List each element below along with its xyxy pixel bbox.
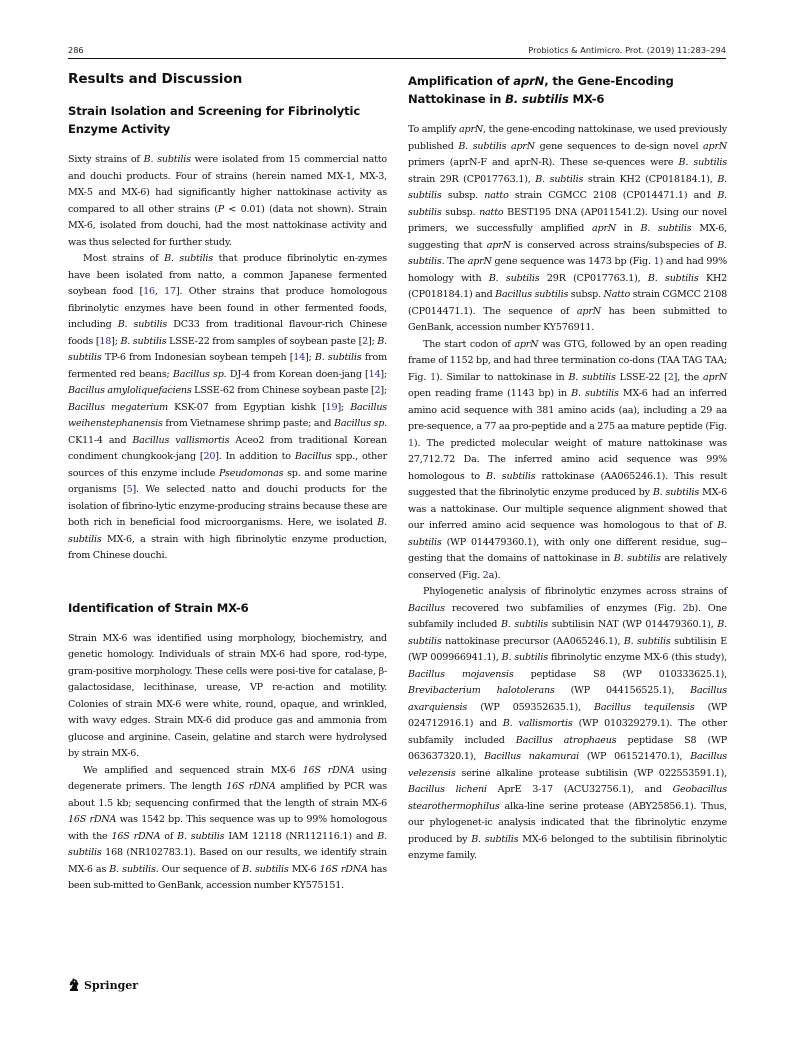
journal-citation: Probiotics & Antimicro. Prot. (2019) 11:283–294: [528, 45, 726, 55]
italic-term: B. subtilis: [314, 352, 362, 363]
italic-term: Bacillus: [408, 602, 445, 614]
reference-link[interactable]: 16: [143, 286, 155, 297]
paragraph: Phylogenetic analysis of fibrinolytic enzymes across strains of Bacillus recovered two subfamilies of enzymes (Fig. 2b). One subfamily included B. subtilis subtilisin NAT (WP 014479360.1), B. subtilis nattokinase precursor (AA065246.1), B. subtilis subtilisin E (WP 009966941.1), B. subtilis fibrinolytic enzyme MX-6 (this study), Bacillus mojavensis peptidase S8 (WP 010333625.1), Brevibacterium halotolerans (WP 044156525.1), Bacillus axarquiensis (WP 059352635.1), Bacillus tequilensis (WP 024712916.1) and B. vallismortis (WP 010329279.1). The other subfamily included Bacillus atrophaeus peptidase S8 (WP 063637320.1), Bacillus nakamurai (WP 061521470.1), Bacillus velezensis serine alkaline protease subtilisin (WP 022553591.1), Bacillus licheni AprE 3-17 (ACU32756.1), and Geobacillus stearothermophilus alka-line serine protease (ABY25856.1). Thus, our phylogenet-ic analysis indicated that the fibrinolytic enzyme produced by B. subtilis MX-6 belonged to the subtilisin fibrinolytic enzyme family.: [408, 586, 728, 861]
italic-term: Bacillus atrophaeus: [515, 734, 617, 746]
italic-term: aprN: [514, 338, 539, 350]
italic-term: B. subtilis: [242, 863, 289, 875]
italic-term: aprN: [486, 239, 511, 251]
italic-term: B. subtilis: [408, 619, 727, 647]
subsection-title-identification: Identification of Strain MX-6: [68, 600, 249, 615]
italic-term: P: [217, 203, 224, 215]
italic-term: B. subtilis: [408, 173, 728, 201]
italic-term: B. subtilis aprN: [458, 140, 535, 152]
italic-term: 16S rDNA: [111, 830, 161, 842]
reference-link[interactable]: 1: [408, 437, 414, 449]
italic-term: B. subtilis: [68, 830, 387, 858]
italic-term: 16S rDNA: [226, 781, 276, 792]
italic-term: Bacillus megaterium: [68, 401, 169, 413]
italic-term: B. subtilis: [501, 652, 548, 663]
italic-term: B. subtilis: [571, 388, 619, 399]
paragraph: To amplify aprN, the gene-encoding nattokinase, we used previously published B. subtilis aprN gene sequences to de-sign novel aprN primers (aprN-F and aprN-R). These se-quences were B. subtilis strain 29R (CP017763.1), B. subtilis strain KH2 (CP018184.1), B. subtilis subsp. natto strain CGMCC 2108 (CP014471.1) and B. subtilis subsp. natto BEST195 DNA (AP011541.2). Using our novel primers, we successfully amplified aprN in B. subtilis MX-6, suggesting that aprN is conserved across strains/subspecies of B. subtilis. The aprN gene sequence was 1473 bp (Fig. 1) and had 99% homology with B. subtilis 29R (CP017763.1), B. subtilis KH2 (CP018184.1) and Bacillus subtilis subsp. Natto strain CGMCC 2108 (CP014471.1). The sequence of aprN has been submitted to GenBank, accession number KY576911.: [408, 124, 728, 333]
italic-term: B. subtilis: [623, 635, 671, 647]
italic-term: 16S rDNA: [68, 814, 117, 825]
reference-link[interactable]: 19: [325, 401, 338, 413]
italic-term: B. subtilis: [613, 553, 661, 564]
italic-term: Bacillus subtilis: [495, 289, 569, 300]
italic-term: B. subtilis: [535, 173, 584, 185]
reference-link[interactable]: 2: [667, 371, 674, 383]
italic-term: B. subtilis: [568, 371, 616, 383]
italic-term: Bacillus nakamurai: [484, 751, 579, 762]
section-title: Results and Discussion: [68, 71, 243, 87]
italic-term: B. subtilis: [143, 154, 191, 165]
italic-term: 16S rDNA: [302, 764, 355, 776]
reference-link[interactable]: 14: [368, 368, 381, 380]
italic-term: B. subtilis: [647, 272, 699, 284]
italic-term: B. subtilis: [500, 619, 549, 630]
reference-link[interactable]: 18: [99, 335, 112, 347]
italic-term: Bacillus weihenstephanensis: [68, 401, 388, 429]
italic-term: B. subtilis: [120, 335, 167, 347]
running-head: [68, 42, 726, 59]
italic-term: Pseudomonas: [219, 467, 284, 479]
page-number: 286: [68, 45, 84, 55]
reference-link[interactable]: 2: [374, 385, 381, 396]
italic-term: aprN: [703, 140, 728, 152]
italic-term: natto: [479, 206, 504, 218]
italic-term: Bacillus mojavensis: [408, 668, 514, 680]
italic-term: B. subtilis: [488, 272, 540, 284]
springer-knight-icon: [68, 978, 80, 992]
paragraph: Strain MX-6 was identified using morphology, biochemistry, and genetic homology. Individuals of strain MX-6 had spore, rod-type, gram-positive morphology. These cells were posi-tive for catalase, β-galactosidase, lecithinase, urease, VP re-action and motility. Colonies of strain MX-6 were white, round, opaque, and wrinkled, with wavy edges. Strain MX-6 did produce gas and ammonia from glucose and arginine. Casein, gelatine and starch were hydrolysed by strain MX-6.: [68, 632, 387, 759]
italic-term: B. subtilis: [408, 239, 727, 267]
subsection-title-amplification: Amplification of aprN, the Gene-Encoding Nattokinase in B. subtilis MX-6: [408, 74, 674, 106]
italic-term: aprN: [459, 124, 484, 135]
italic-term: Bacillus sp.: [333, 418, 387, 429]
italic-term: B. subtilis: [652, 487, 700, 498]
italic-term: B. vallismortis: [502, 718, 573, 729]
italic-term: 16S rDNA: [319, 863, 368, 875]
italic-term: B. subtilis: [640, 223, 692, 234]
italic-term: Bacillus tequilensis: [594, 701, 695, 713]
italic-term: Bacillus vallismortis: [132, 434, 230, 446]
reference-link[interactable]: 1: [653, 256, 660, 267]
italic-term: Bacillus axarquiensis: [408, 685, 727, 713]
italic-term: B. subtilis: [505, 92, 569, 106]
reference-link[interactable]: 17: [164, 286, 176, 297]
paragraph: The start codon of aprN was GTG, followed by an open reading frame of 1152 bp, and had three termination co-dons (TAA TAG TAA; Fig. 1). Similar to nattokinase in B. subtilis LSSE-22 [2], the aprN open reading frame (1143 bp) in B. subtilis MX-6 had an inferred amino acid sequence with 381 amino acids (aa), including a 29 aa pre-sequence, a 77 aa pro-peptide and a 275 aa mature peptide (Fig. 1). The predicted molecular weight of mature nattokinase was 27,712.72 Da. The inferred amino acid sequence was 99% homologous to B. subtilis rattokinase (AA065246.1). This result suggested that the fibrinolytic enzyme produced by B. subtilis MX-6 was a nattokinase. Our multiple sequence alignment showed that our inferred amino acid sequence was homologous to that of B. subtilis (WP 014479360.1), with only one different residue, sug-gesting that the domains of nattokinase in B. subtilis are relatively conserved (Fig. 2a).: [408, 338, 728, 581]
paragraph: Most strains of B. subtilis that produce fibrinolytic en-zymes have been isolated from natto, a common Japanese fermented soybean food [16, 17]. Other strains that produce homologous fibrinolytic enzymes have been found in other fermented foods, including B. subtilis DC33 from traditional flavour-rich Chinese foods [18]; B. subtilis LSSE-22 from samples of soybean paste [2]; B. subtilis TP-6 from Indonesian soybean tempeh [14]; B. subtilis from fermented red beans; Bacillus sp. DJ-4 from Korean doen-jang [14]; Bacillus amyloliquefaciens LSSE-62 from Chinese soybean paste [2]; Bacillus megaterium KSK-07 from Egyptian kishk [19]; Bacillus weihenstephanensis from Vietnamese shrimp paste; and Bacillus sp. CK11-4 and Bacillus vallismortis Aceo2 from traditional Korean condiment chungkook-jang [20]. In addition to Bacillus spp., other sources of this enzyme include Pseudomonas sp. and some marine organisms [5]. We selected natto and douchi products for the isolation of fibrino-lytic enzyme-producing strains because these are both rich in beneficial food microorganisms. Here, we isolated B. subtilis MX-6, a strain with high fibrinolytic enzyme production, from Chinese douchi.: [68, 253, 388, 561]
reference-link[interactable]: 2: [362, 335, 369, 347]
italic-term: Brevibacterium halotolerans: [408, 685, 555, 696]
italic-term: aprN: [592, 223, 617, 234]
paragraph: We amplified and sequenced strain MX-6 16S rDNA using degenerate primers. The length 16S rDNA amplified by PCR was about 1.5 kb; sequencing confirmed that the length of strain MX-6 16S rDNA was 1542 bp. This sequence was up to 99% homologous with the 16S rDNA of B. subtilis IAM 12118 (NR112116.1) and B. subtilis 168 (NR102783.1). Based on our results, we identify strain MX-6 as B. subtilis. Our sequence of B. subtilis MX-6 16S rDNA has been sub-mitted to GenBank, accession number KY575151.: [68, 764, 388, 891]
italic-term: B. subtilis: [408, 520, 727, 548]
italic-term: B. subtilis: [678, 157, 727, 168]
italic-term: Bacillus velezensis: [408, 751, 728, 779]
subsection-title-strain-isolation: Strain Isolation and Screening for Fibrinolytic Enzyme Activity: [68, 104, 361, 136]
italic-term: aprN: [703, 371, 728, 383]
italic-term: Bacillus sp.: [172, 368, 227, 380]
italic-term: aprN: [576, 305, 601, 317]
right-column: [408, 70, 727, 865]
italic-term: Geobacillus stearothermophilus: [408, 784, 727, 812]
reference-link[interactable]: 2: [682, 602, 689, 614]
italic-term: B. subtilis: [109, 863, 156, 875]
italic-term: B. subtilis: [117, 319, 168, 330]
reference-link[interactable]: 1: [430, 371, 436, 383]
italic-term: B. subtilis: [177, 830, 225, 842]
italic-term: B. subtilis: [471, 833, 519, 845]
italic-term: B. subtilis: [68, 335, 387, 363]
italic-term: aprN: [513, 74, 545, 88]
italic-term: B. subtilis: [408, 190, 728, 218]
reference-link[interactable]: 14: [293, 352, 306, 363]
reference-link[interactable]: 20: [203, 451, 216, 462]
reference-link[interactable]: 5: [126, 484, 133, 495]
italic-term: aprN: [467, 256, 492, 267]
italic-term: B. subtilis: [164, 253, 214, 264]
italic-term: natto: [484, 190, 509, 201]
italic-term: B. subtilis: [68, 517, 387, 545]
italic-term: B. subtilis: [486, 470, 536, 482]
italic-term: Bacillus: [294, 451, 332, 462]
springer-logo: [68, 978, 138, 992]
italic-term: Natto: [603, 289, 631, 300]
reference-link[interactable]: 2: [482, 569, 489, 581]
paragraph: Sixty strains of B. subtilis were isolated from 15 commercial natto and douchi products. Four of strains (herein named MX-1, MX-3, MX-5 and MX-6) had significantly higher nattokinase activity as compared to all other strains (P < 0.01) (data not shown). Strain MX-6, isolated from douchi, had the most nattokinase activity and was thus selected for further study.: [68, 154, 387, 248]
left-column: [68, 70, 387, 895]
publisher-name: Springer: [84, 978, 139, 992]
italic-term: Bacillus amyloliquefaciens: [68, 385, 192, 396]
italic-term: Bacillus licheni: [408, 784, 487, 795]
